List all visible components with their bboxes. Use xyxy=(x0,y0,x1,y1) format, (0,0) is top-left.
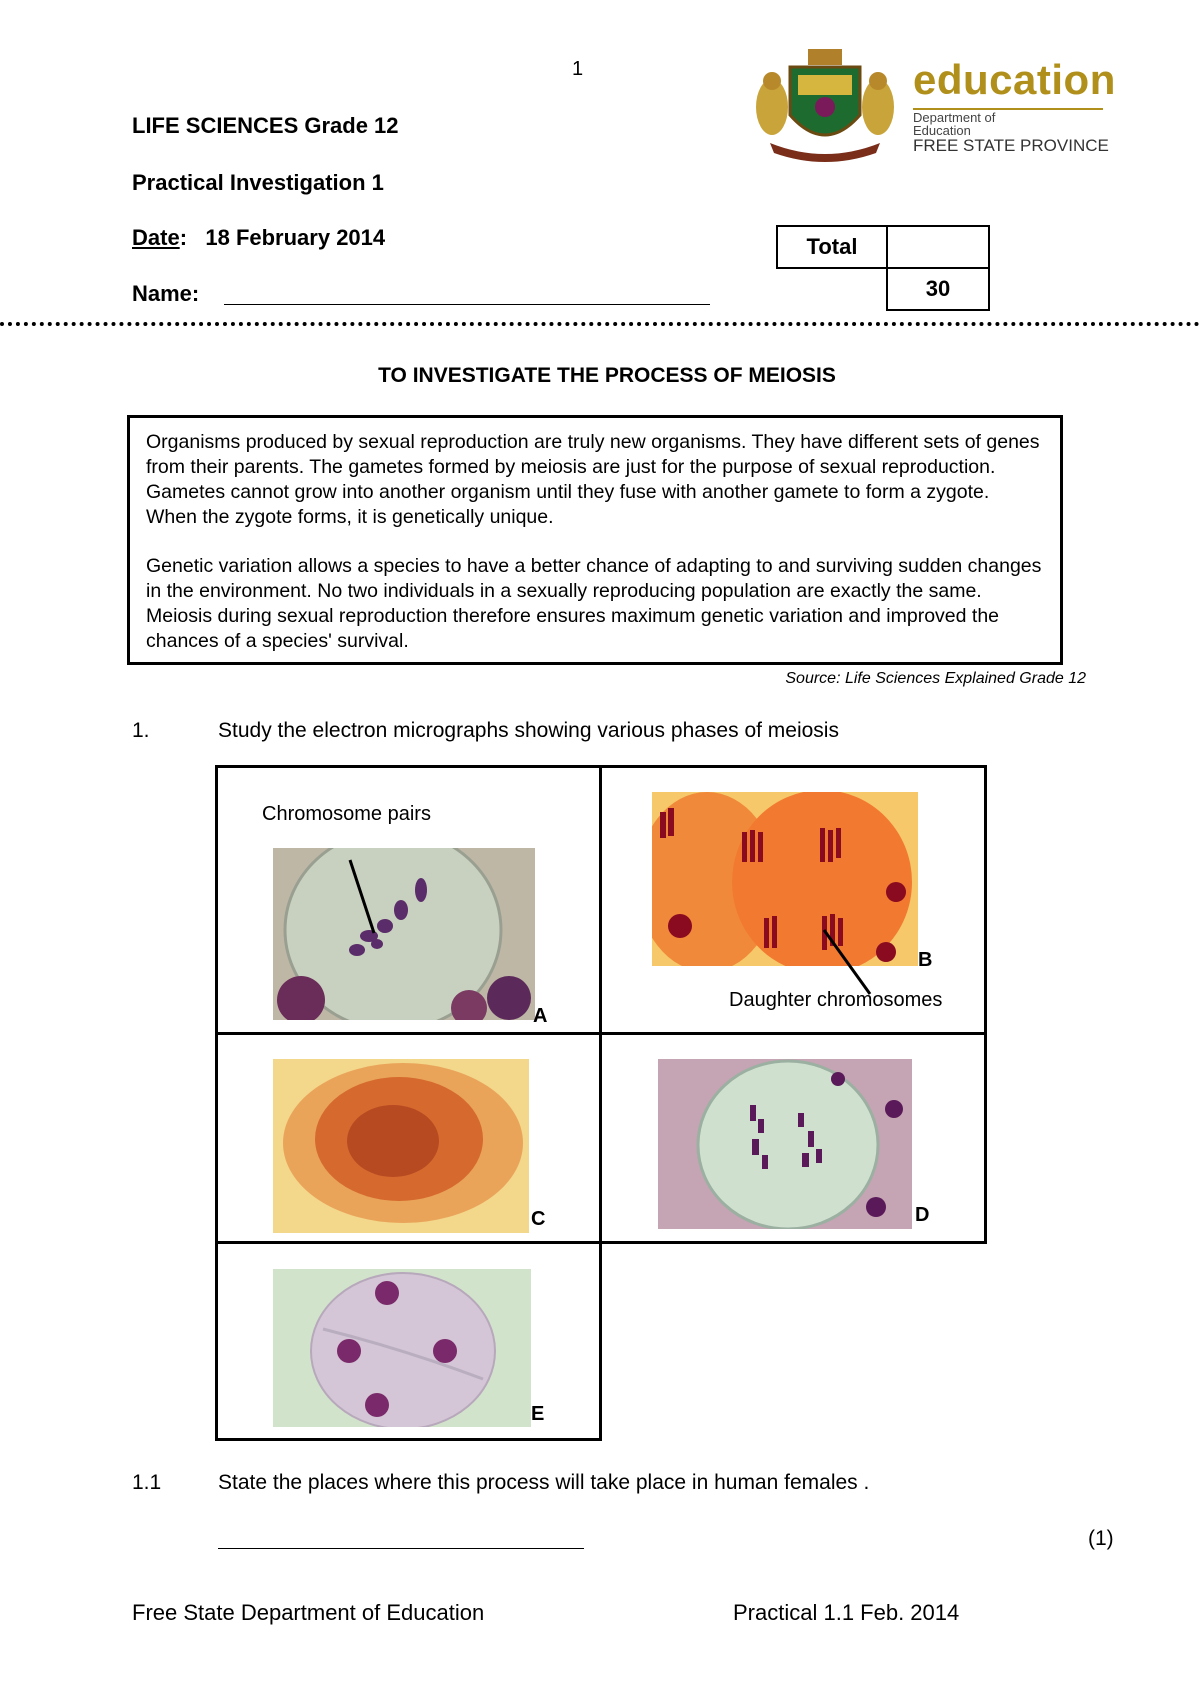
pointer-line-b xyxy=(822,928,882,998)
micrograph-c-label: C xyxy=(531,1208,546,1230)
question-1-1-text: State the places where this process will take place in human females . xyxy=(218,1471,870,1494)
intro-box xyxy=(127,415,1063,665)
intro-paragraph-2: Genetic variation allows a species to have a better chance of adapting to and surviving sudden changes in the environment. No two individuals in a sexually reproducing population are exactly the same. Meiosis during sexual reproduction therefore ensures maximum genetic variation and improved the chances of a species' survival. xyxy=(146,555,1042,652)
name-line[interactable] xyxy=(224,304,710,305)
total-empty-cell xyxy=(777,268,887,310)
date-row: Date: 18 February 2014 xyxy=(132,225,386,250)
logo-dept-line1: Department of xyxy=(913,110,996,125)
micrograph-d-label: D xyxy=(915,1204,930,1226)
micrograph-a-label: A xyxy=(533,1005,548,1027)
total-marks-value: 30 xyxy=(887,268,989,310)
micrograph-e-image xyxy=(273,1269,531,1427)
question-1-text: Study the electron micrographs showing various phases of meiosis xyxy=(218,719,839,742)
micrograph-cell-c xyxy=(215,1032,602,1244)
logo-province: FREE STATE PROVINCE xyxy=(913,136,1109,155)
logo-department xyxy=(913,111,995,137)
micrograph-e-label: E xyxy=(531,1403,545,1425)
page-title: TO INVESTIGATE THE PROCESS OF MEIOSIS xyxy=(378,364,836,387)
question-1-1-marks: (1) xyxy=(1088,1527,1114,1550)
question-1-1-number: 1.1 xyxy=(132,1471,162,1494)
dotted-divider xyxy=(0,322,1200,326)
micrograph-d-image xyxy=(658,1059,912,1229)
date-label: Date xyxy=(132,225,180,250)
coat-of-arms-logo xyxy=(750,45,900,165)
total-score-cell[interactable] xyxy=(887,226,989,268)
total-label: Total xyxy=(777,226,887,268)
question-1-number: 1. xyxy=(132,719,150,742)
footer-right: Practical 1.1 Feb. 2014 xyxy=(733,1600,960,1625)
micrograph-cell-d xyxy=(599,1032,987,1244)
date-value: 18 February 2014 xyxy=(205,225,386,250)
page-number: 1 xyxy=(572,58,584,80)
answer-line-1-1[interactable] xyxy=(218,1548,584,1549)
micrograph-c-image xyxy=(273,1059,529,1233)
total-marks-table xyxy=(776,225,990,311)
caption-daughter-chromosomes: Daughter chromosomes xyxy=(729,989,943,1011)
logo-dept-line2: Education xyxy=(913,123,971,138)
caption-chromosome-pairs: Chromosome pairs xyxy=(262,803,431,825)
micrograph-b-label: B xyxy=(918,949,933,971)
name-label: Name: xyxy=(132,281,200,306)
micrograph-a-image xyxy=(273,848,535,1020)
micrograph-cell-e xyxy=(215,1241,602,1441)
intro-paragraph-1: Organisms produced by sexual reproduction are truly new organisms. They have different sets of genes from their parents. The gametes formed by meiosis are just for the purpose of sexual reproduction. Gametes cannot grow into another organism until they fuse with another gamete to form a zygote. When the zygote forms, it is genetically unique. xyxy=(146,431,1040,528)
logo-wordmark: education xyxy=(913,56,1116,103)
source-citation: Source: Life Sciences Explained Grade 12 xyxy=(785,670,1086,687)
pointer-line-a xyxy=(348,858,388,938)
subject-heading: LIFE SCIENCES Grade 12 xyxy=(132,113,399,138)
footer-left: Free State Department of Education xyxy=(132,1600,485,1625)
micrograph-cell-a xyxy=(215,765,602,1035)
micrograph-cell-b xyxy=(599,765,987,1035)
investigation-heading: Practical Investigation 1 xyxy=(132,170,384,195)
